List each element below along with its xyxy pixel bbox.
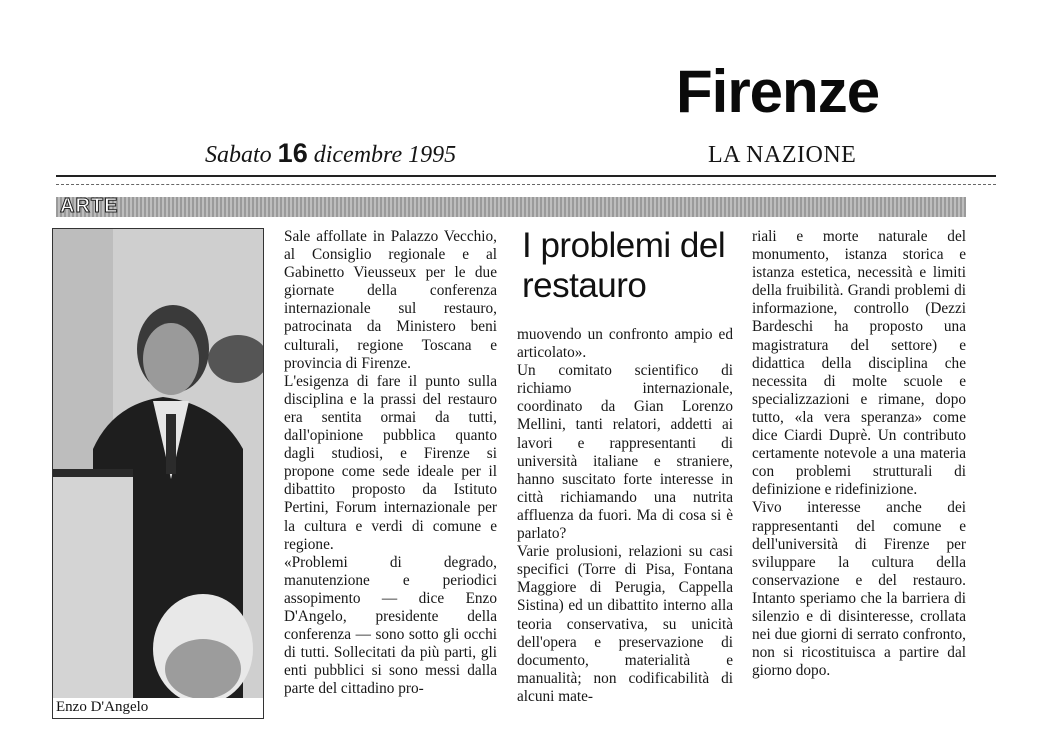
paragraph: riali e morte naturale del monumento, istanza storica e istanza estetica, necessità e limiti della fruibilità. Grandi problemi di informazione, controllo (Dezzi Bardeschi ha proposto una magistratura del settore) e didattica della disciplina che necessita di molte scuole e specializzazioni e rimane, dopo tutto, «la vera speranza» come dice Ciardi Duprè. Un contributo certamente notevole a una materia con problemi strutturali di definizione e ridefinizione. [752,228,966,499]
section-band [56,197,966,217]
date-month-year: dicembre 1995 [313,142,457,168]
paragraph: Vivo interesse anche dei rappresentanti del comune e dell'università di Firenze per sviluppare la cultura della conservazione e del restauro. Intanto speriamo che la barriera di silenzio e di disinteresse, crollata nei due giorni di serrato confronto, non si ricostituisca a partire dal giorno dopo. [752,499,966,680]
section-title: Firenze [676,58,880,125]
paragraph: muovendo un confronto ampio ed articolato». [517,326,733,362]
date-day: 16 [277,138,308,168]
photo-caption: Enzo D'Angelo [56,699,149,715]
masthead: LA NAZIONE [708,142,857,168]
header-rule [56,175,996,177]
article-column-3 [752,228,966,680]
section-band-label: ARTE [60,195,119,217]
paragraph: «Problemi di degrado, manutenzione e periodici assopimento — dice Enzo D'Angelo, presidente della conferenza — sono sotto gli occhi di tutti. Sollecitati da più parti, gli enti pubblici si sono messi dalla parte del cittadino pro- [284,553,497,698]
article-column-1 [284,228,497,698]
article-headline: I problemi del restauro [522,226,726,305]
paragraph: Varie prolusioni, relazioni su casi specifici (Torre di Pisa, Fontana Maggiore di Perugia, Cappella Sistina) ed un dibattito interno alla teoria conservativa, su unicità dell'opera e preservazione di documento, materialità e manualità; non codificabilità di alcuni mate- [517,543,733,705]
header-rule-dashed [56,184,996,185]
paragraph: Un comitato scientifico di richiamo internazionale, coordinato da Gian Lorenzo Mellini, tanti relatori, addetti ai lavori e rappresentanti di università italiane e straniere, hanno suscitato forte interesse in città richiamando una nutrita affluenza da fuori. Ma di cosa si è parlato? [517,362,733,543]
paragraph: Sale affollate in Palazzo Vecchio, al Consiglio regionale e al Gabinetto Vieusseux per le due giornate della conferenza internazionale sul restauro, patrocinata da Ministero beni culturali, regione Toscana e provincia di Firenze. [284,228,497,372]
dateline [205,138,456,169]
paragraph: L'esigenza di fare il punto sulla disciplina e la prassi del restauro era sentita ormai da tutti, dall'opinione pubblica quanto dagli studiosi, e Firenze si propone come sede ideale per il dibattito proposto da Istituto Pertini, Forum internazionale per la cultura e verdi di comune e regione. [284,372,497,553]
portrait-photo [52,228,264,700]
article-column-2 [517,326,733,706]
date-day-name: Sabato [205,142,272,168]
